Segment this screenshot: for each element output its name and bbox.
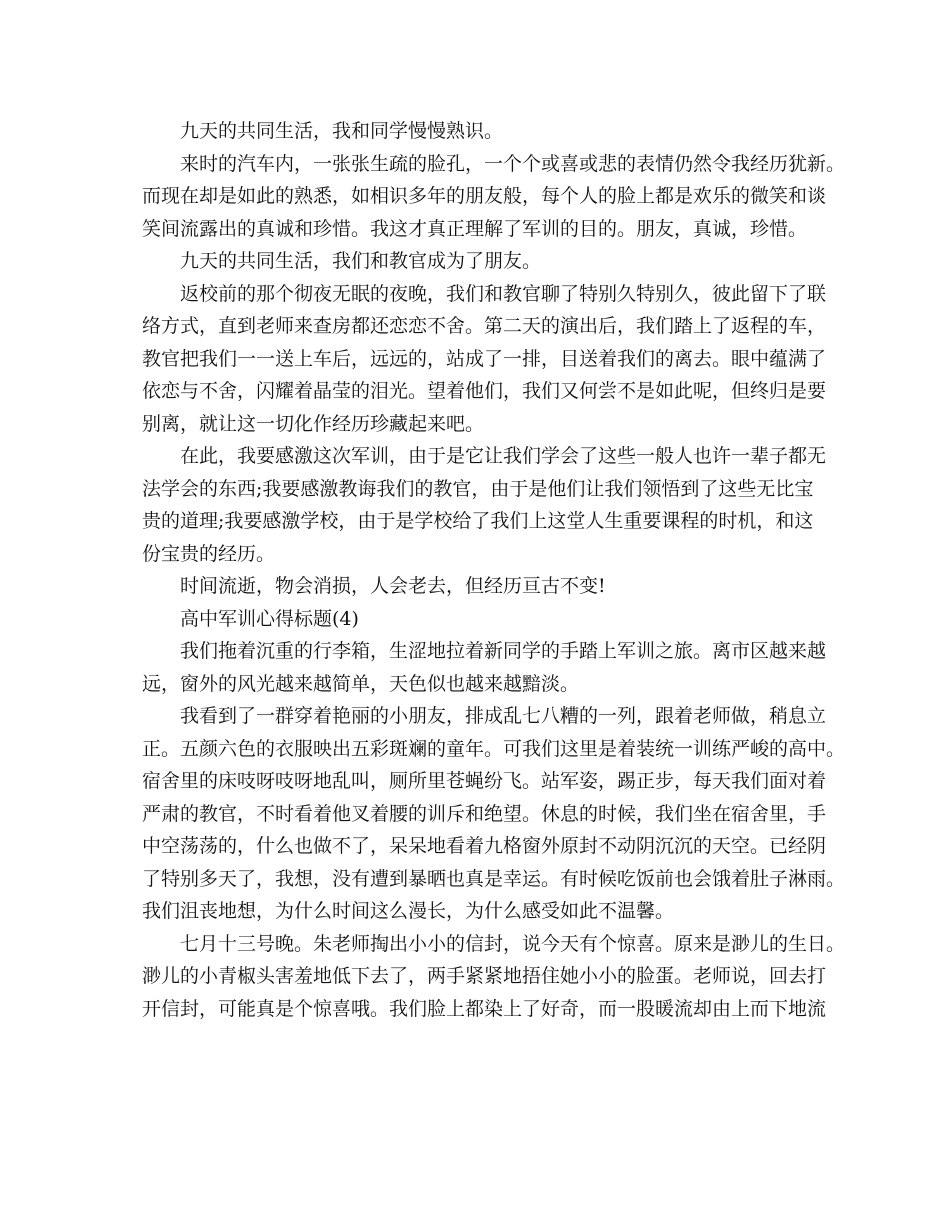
text-line: 正。五颜六色的衣服映出五彩斑斓的童年。可我们这里是着装统一训练严峻的高中。	[142, 737, 846, 760]
text-line: 九天的共同生活，我们和教官成为了朋友。	[180, 250, 542, 272]
text-line: 宿舍里的床吱呀吱呀地乱叫，厕所里苍蝇纷飞。站军姿，踢正步，每天我们面对着	[142, 770, 827, 792]
text-line: 我们拖着沉重的行李箱，生涩地拉着新同学的手踏上军训之旅。离市区越来越	[180, 640, 827, 662]
text-line: 在此，我要感激这次军训，由于是它让我们学会了这些一般人也许一辈子都无	[180, 445, 827, 467]
text-line: 来时的汽车内，一张张生疏的脸孔，一个个或喜或悲的表情仍然令我经历犹新。	[180, 152, 846, 175]
text-line: 而现在却是如此的熟悉，如相识多年的朋友般，每个人的脸上都是欢乐的微笑和谈	[142, 185, 827, 207]
text-line: 严肃的教官，不时看着他叉着腰的训斥和绝望。休息的时候，我们坐在宿舍里，手	[142, 802, 827, 825]
text-line: 返校前的那个彻夜无眠的夜晚，我们和教官聊了特别久特别久，彼此留下了联	[180, 282, 827, 305]
text-line: 远，窗外的风光越来越简单，天色似也越来越黯淡。	[142, 672, 580, 695]
text-line: 九天的共同生活，我和同学慢慢熟识。	[180, 120, 504, 142]
text-line: 络方式，直到老师来查房都还恋恋不舍。第二天的演出后，我们踏上了返程的车，	[142, 315, 827, 337]
text-line: 渺儿的小青椒头害羞地低下去了，两手紧紧地捂住她小小的脸蛋。老师说，回去打	[142, 965, 827, 987]
text-line: 法学会的东西;我要感激教诲我们的教官，由于是他们让我们领悟到了这些无比宝	[142, 477, 814, 500]
text-line: 我们沮丧地想，为什么时间这么漫长，为什么感受如此不温馨。	[142, 900, 675, 922]
text-line: 别离，就让这一切化作经历珍藏起来吧。	[142, 412, 485, 435]
text-line: 份宝贵的经历。	[142, 542, 276, 565]
text-line: 七月十三号晚。朱老师掏出小小的信封，说今天有个惊喜。原来是渺儿的生日。	[180, 932, 846, 955]
text-line: 笑间流露出的真诚和珍惜。我这才真正理解了军训的目的。朋友，真诚，珍惜。	[142, 217, 808, 240]
text-line: 了特别多天了，我想，没有遭到暴晒也真是幸运。有时候吃饭前也会饿着肚子淋雨。	[142, 867, 846, 890]
document-page	[142, 115, 846, 1025]
text-line: 依恋与不舍，闪耀着晶莹的泪光。望着他们，我们又何尝不是如此呢，但终归是要	[142, 380, 827, 402]
text-line: 中空荡荡的，什么也做不了，呆呆地看着九格窗外原封不动阴沉沉的天空。已经阴	[142, 835, 827, 857]
text-line: 我看到了一群穿着艳丽的小朋友，排成乱七八糟的一列，跟着老师做，稍息立	[180, 705, 827, 727]
text-line: 贵的道理;我要感激学校，由于是学校给了我们上这堂人生重要课程的时机，和这	[142, 510, 814, 532]
text-line: 高中军训心得标题(4)	[180, 607, 359, 630]
text-line: 开信封，可能真是个惊喜哦。我们脸上都染上了好奇，而一股暖流却由上而下地流	[142, 997, 827, 1020]
text-line: 教官把我们一一送上车后，远远的，站成了一排，目送着我们的离去。眼中蕴满了	[142, 347, 827, 370]
text-line: 时间流逝，物会消损，人会老去，但经历亘古不变!	[180, 575, 606, 597]
